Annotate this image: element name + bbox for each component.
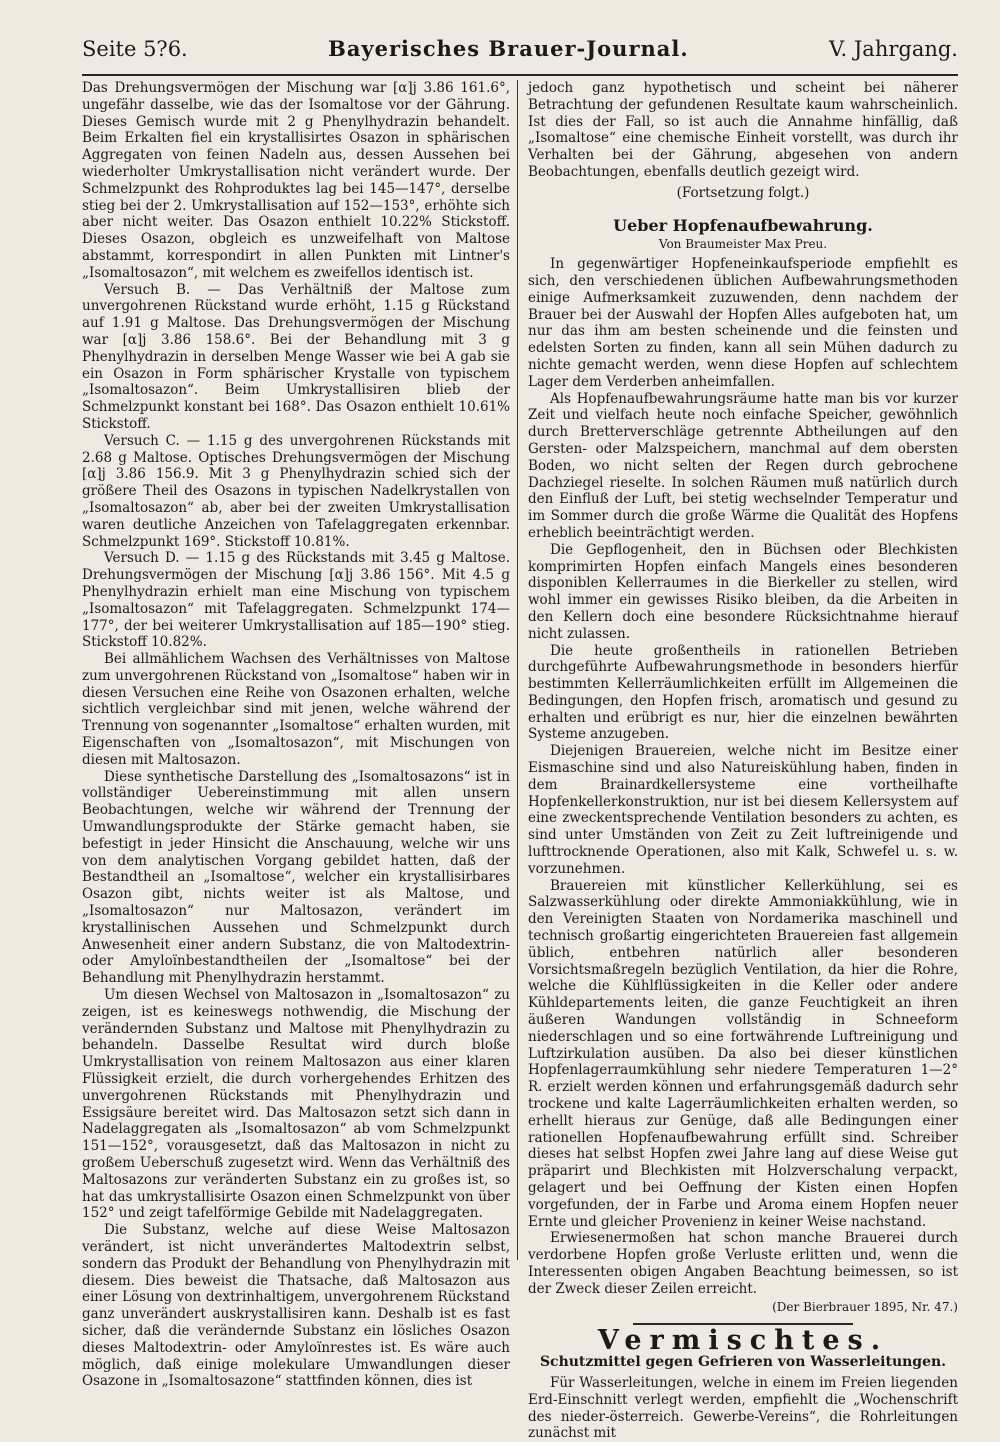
paragraph: Für Wasserleitungen, welche in einem im Freien liegenden Erd-Einschnitt verlegt werden, empfiehlt die „Wochenschrift des nieder-österreich. Gewerbe-Vereins“, die Rohrleitungen zunächst mit [528,1374,958,1442]
article-title: Ueber Hopfenaufbewahrung. [613,215,873,235]
right-column [528,80,958,1442]
paragraph: In gegenwärtiger Hopfeneinkaufsperiode empfiehlt es sich, den verschiedenen üblichen Aufbewahrungsmethoden einige Aufmerksamkeit zuzuwenden, denn nachdem der Brauer bei der Auswahl der Hopfen Alles aufgeboten hat, um nur das ihm am besten scheinende und die feinsten und edelsten Sorten zu finden, kann all sein Mühen dadurch zu nichte gemacht werden, wenn diese Hopfen auf schlechtem Lager dem Verderben anheimfallen. [528,256,958,390]
paragraph: Diejenigen Brauereien, welche nicht im Besitze einer Eismaschine sind und also Natureiskühlung haben, finden in dem Brainardkellersysteme eine vortheilhafte Hopfenkellerkonstruktion, nur ist bei diesem Kellersystem auf eine zweckentsprechende Ventilation besonders zu achten, es sind unter Umständen von Zeit zu Zeit luftreinigende und lufttrocknende Operationen, also mit Kalk, Schwefel u. s. w. vorzunehmen. [528,743,958,877]
header-rule [82,74,958,76]
paragraph: Versuch C. — 1.15 g des unvergohrenen Rückstands mit 2.68 g Maltose. Optisches Drehungsvermögen der Mischung [α]j 3.86 156.9. Mit 3 g Phenylhydrazin schied sich der größere Theil des Osazons in typischen Nadelkrystallen von „Isomaltosazon“ ab, aber bei der zweiten Umkrystallisation waren deutliche Anzeichen von Tafelaggregaten erkennbar. Schmelzpunkt 169°. Stickstoff 10.81%. [82,432,510,550]
paragraph: Erwiesenermoßen hat schon manche Brauerei durch verdorbene Hopfen große Verluste erlitten und, wenn die Interessenten obigen Angaben Beachtung beimessen, so ist der Zweck dieser Zeilen erreicht. [528,1230,958,1297]
continuation-note: (Fortsetzung folgt.) [676,184,810,201]
article-byline: Von Braumeister Max Preu. [658,237,828,252]
paragraph: Versuch B. — Das Verhältniß der Maltose zum unvergohrenen Rückstand wurde erhöht, 1.15 g Rückstand auf 1.91 g Maltose. Das Drehungsvermögen der Mischung war [α]j 3.86 158.6°. Bei der Behandlung mit 3 g Phenylhydrazin in derselben Menge Wasser wie bei A gab sie ein Osazon in Form sphärischer Krystalle von typischem „Isomaltosazon“. Beim Umkrystallisiren blieb der Schmelzpunkt konstant bei 168°. Das Osazon enthielt 10.61% Stickstoff. [82,281,510,432]
paragraph: Um diesen Wechsel von Maltosazon in „Isomaltosazon“ zu zeigen, ist es keineswegs nothwendig, die Mischung der verändernden Substanz und Maltose mit Phenylhydrazin zu behandeln. Dasselbe Resultat wird durch bloße Umkrystallisation von reinem Maltosazon aus einer klaren Flüssigkeit erzielt, die durch vorhergehendes Erhitzen des unvergohrenen Rückstands mit Phenylhydrazin und Essigsäure bereitet wird. Das Maltosazon setzt sich dann in Nadelaggregaten als „Isomaltosazon“ ab vom Schmelzpunkt 151—152°, vorausgesetzt, daß das Maltosazon in nicht zu großem Ueberschuß zugesetzt wird. Wenn das Verhältniß des Maltosazons zur veränderten Substanz ein zu großes ist, so hat das umkrystallisirte Osazon einen Schmelzpunkt von über 152° und zeigt tafelförmige Gebilde mit Nadelaggregaten. [82,987,510,1222]
section-subtitle: Schutzmittel gegen Gefrieren von Wasserleitungen. [539,1354,947,1371]
paragraph: Diese synthetische Darstellung des „Isomaltosazons“ ist in vollständiger Uebereinstimmung mit allen unsern Beobachtungen, welche wir während der Trennung der Umwandlungsprodukte der Stärke gemacht haben, sie befestigt in jeder Hinsicht die Anschauung, welche wir uns von dem analytischen Vorgang gebildet hatten, daß der Bestandtheil an „Isomaltose“, welcher ein krystallisirbares Osazon gibt, nichts weiter ist als Maltose, und „Isomaltosazon“ nur Maltosazon, verändert im krystallinischen Aussehen und Schmelzpunkt durch Anwesenheit einer andern Substanz, die von Maltodextrin- oder Amyloïnbestandtheilen der „Isomaltose“ bei der Behandlung mit Phenylhydrazin herstammt. [82,768,510,987]
paragraph: Brauereien mit künstlicher Kellerkühlung, sei es Salzwasserkühlung oder direkte Ammoniakkühlung, wie in den Vereinigten Staaten von Nordamerika maschinell und technisch großartig eingerichteten Brauereien fast allgemein üblich, entbehren natürlich aller besonderen Vorsichtsmaßregeln bezüglich Ventilation, da hier die Rohre, welche die Kühlflüssigkeiten in die Keller oder andere Kühldepartements leiten, die ganze Feuchtigkeit an ihren äußeren Wandungen vollständig in Schneeform niederschlagen und so eine fortwährende Luftreinigung und Luftzirkulation ausüben. Da also bei dieser künstlichen Hopfenlagerraumkühlung sehr niedere Temperaturen 1—2° R. erzielt werden können und erfahrungsgemäß dadurch sehr trockene und kalte Lagerräumlichkeiten erhalten werden, so erhellt hieraus zur Genüge, daß alle Bedingungen einer rationellen Hopfenaufbewahrung erfüllt sind. Schreiber dieses hat selbst Hopfen zwei Jahre lang auf diese Weise gut präparirt und Blechkisten mit Holzverschalung verpackt, gelagert und bei Oeffnung der Kisten einen Hopfen vorgefunden, der in Farbe und Aroma einem Hopfen neuer Ernte und gleicher Provenienz in keiner Weise nachstand. [528,877,958,1230]
section-title: Vermischtes. [597,1325,889,1357]
paragraph: Das Drehungsvermögen der Mischung war [α]j 3.86 161.6°, ungefähr dasselbe, wie das der Isomaltose vor der Gährung. Dieses Gemisch wurde mit 2 g Phenylhydrazin behandelt. Beim Erkalten fiel ein krystallisirtes Osazon in sphärischen Aggregaten von feinen Nadeln aus, dessen Aussehen bei wiederholter Umkrystallisation nicht verändert wurde. Der Schmelzpunkt des Rohproduktes lag bei 145—147°, derselbe stieg bei der 2. Umkrystallisation auf 152—153°, erhöhte sich aber nicht weiter. Das Osazon enthielt 10.22% Stickstoff. Dieses Osazon, obgleich es unzweifelhaft von Maltose abstammt, korrespondirt in allen Punkten mit Lintner's „Isomaltosazon“, mit welchem es zweifellos identisch ist. [82,80,510,281]
volume-label: V. Jahrgang. [829,37,958,61]
paragraph: Die Substanz, welche auf diese Weise Maltosazon verändert, ist nicht unverändertes Maltodextrin selbst, sondern das Produkt der Behandlung von Phenylhydrazin mit diesem. Dies beweist die Thatsache, daß Maltosazon aus einer Lösung von dextrinhaltigem, unvergohrenem Rückstand ganz unverändert auskrystallisiren kann. Deshalb ist es fast sicher, daß die verändernde Substanz ein lösliches Osazon dieses Maltodextrin- oder Amyloïnrestes ist. Es wäre auch möglich, daß einige molekulare Umwandlungen dieser Osazone in „Isomaltosazone“ stattfinden können, dies ist [82,1222,510,1390]
column-divider [517,80,518,1260]
paragraph: Als Hopfenaufbewahrungsräume hatte man bis vor kurzer Zeit und vielfach heute noch einfache Speicher, gewöhnlich durch Bretterverschläge getrennte Abtheilungen auf den Gersten- oder Malzspeichern, manchmal auf dem obersten Boden, wo nicht selten der Regen durch gebrochene Dachziegel rieselte. In solchen Räumen muß natürlich durch den Einfluß der Luft, bei stetig wechselnder Temperatur und im Sommer durch die große Wärme die Qualität des Hopfens erheblich beeinträchtigt werden. [528,390,958,541]
journal-title: Bayerisches Brauer-Journal. [328,36,689,61]
page-header [82,36,958,70]
paragraph: Die Gepflogenheit, den in Büchsen oder Blechkisten komprimirten Hopfen einfach Mangels eines besonderen disponiblen Kellerraumes in die Bierkeller zu stellen, wird wohl immer ein gewisses Risiko bleiben, da die Arbeiten in den Kellern doch eine besondere Rücksichtnahme hierauf nicht zulassen. [528,541,958,642]
paragraph: Versuch D. — 1.15 g des Rückstands mit 3.45 g Maltose. Drehungsvermögen der Mischung [α]j 3.86 156°. Mit 4.5 g Phenylhydrazin erhielt man eine Mischung von typischem „Isomaltosazon“ mit Tafelaggregaten. Schmelzpunkt 174—177°, der bei weiterer Umkrystallisation auf 185—190° stieg. Stickstoff 10.82%. [82,550,510,651]
source-citation: (Der Bierbrauer 1895, Nr. 47.) [772,1299,958,1314]
page-number: Seite 5?6. [82,37,188,61]
paragraph: jedoch ganz hypothetisch und scheint bei näherer Betrachtung der gefundenen Resultate kaum wahrscheinlich. Ist dies der Fall, so ist auch die Annahme hinfällig, daß „Isomaltose“ eine chemische Einheit vorstellt, was durch ihr Verhalten bei der Gährung, abgesehen von andern Beobachtungen, ebenfalls deutlich gezeigt wird. [528,80,958,180]
paragraph: Bei allmählichem Wachsen des Verhältnisses von Maltose zum unvergohrenen Rückstand von „Isomaltose“ haben wir in diesen Versuchen eine Reihe von Osazonen erhalten, welche sichtlich vergleichbar sind mit jenen, welche während der Trennung von sogenannter „Isomaltose“ erhalten wurden, mit Eigenschaften von „Isomaltosazon“, mit Mischungen von diesen mit Maltosazon. [82,651,510,768]
paragraph: Die heute großentheils in rationellen Betrieben durchgeführte Aufbewahrungsmethode in besonders hierfür bestimmten Kellerräumlichkeiten erfüllt im Allgemeinen die Bedingungen, den Hopfen frisch, aromatisch und gesund zu erhalten und erübrigt es nur, hier die einzelnen bewährten Systeme anzugeben. [528,642,958,743]
left-column [82,80,510,1390]
